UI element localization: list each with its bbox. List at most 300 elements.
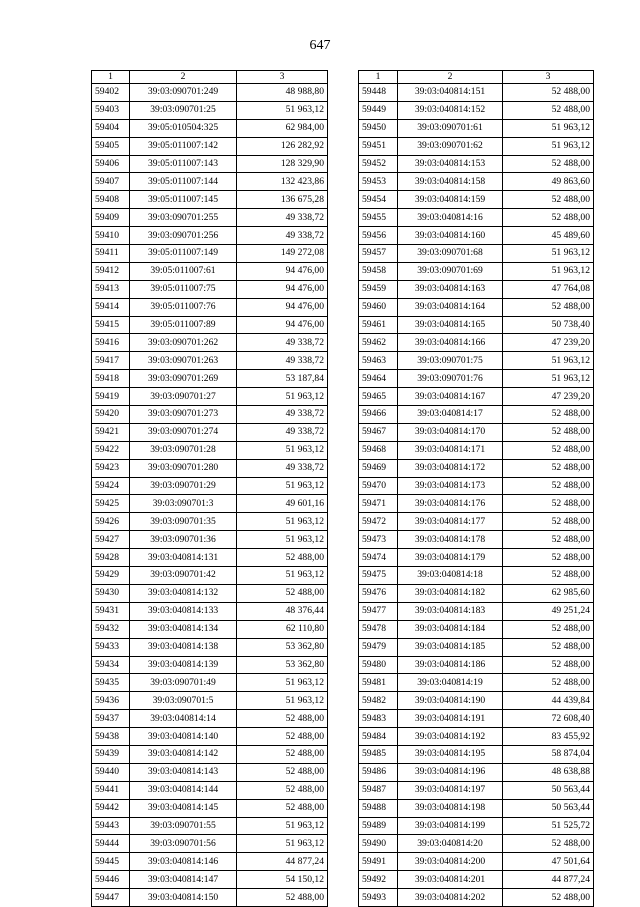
row-number-cell: 59427	[92, 531, 130, 549]
table-row	[92, 674, 328, 692]
table-row	[92, 388, 328, 406]
value-cell: 54 150,12	[237, 871, 328, 889]
table-row	[359, 137, 594, 155]
value-cell: 51 963,12	[237, 531, 328, 549]
cadastral-number-cell: 39:03:090701:5	[130, 692, 237, 710]
table-row	[359, 459, 594, 477]
table-row	[92, 262, 328, 280]
cadastral-number-cell: 39:03:040814:18	[398, 567, 503, 585]
table-row	[359, 620, 594, 638]
value-cell: 52 488,00	[503, 423, 594, 441]
row-number-cell: 59435	[92, 674, 130, 692]
cadastral-number-cell: 39:05:011007:149	[130, 245, 237, 263]
table-row	[359, 584, 594, 602]
cadastral-number-cell: 39:03:090701:249	[130, 84, 237, 102]
value-cell: 136 675,28	[237, 191, 328, 209]
value-cell: 51 963,12	[237, 674, 328, 692]
cadastral-number-cell: 39:03:090701:269	[130, 370, 237, 388]
value-cell: 52 488,00	[503, 101, 594, 119]
table-row	[359, 799, 594, 817]
column-header: 2	[130, 71, 237, 84]
table-row	[92, 620, 328, 638]
cadastral-number-cell: 39:05:010504:325	[130, 119, 237, 137]
cadastral-number-cell: 39:03:090701:61	[398, 119, 503, 137]
cadastral-number-cell: 39:03:040814:138	[130, 638, 237, 656]
value-cell: 47 764,08	[503, 280, 594, 298]
value-cell: 49 338,72	[237, 423, 328, 441]
cadastral-number-cell: 39:03:040814:151	[398, 84, 503, 102]
row-number-cell: 59455	[359, 209, 398, 227]
table-row	[92, 423, 328, 441]
table-row	[359, 781, 594, 799]
value-cell: 51 963,12	[503, 137, 594, 155]
row-number-cell: 59439	[92, 745, 130, 763]
value-cell: 149 272,08	[237, 245, 328, 263]
cadastral-number-cell: 39:03:040814:139	[130, 656, 237, 674]
row-number-cell: 59413	[92, 280, 130, 298]
row-number-cell: 59422	[92, 441, 130, 459]
value-cell: 52 488,00	[503, 84, 594, 102]
value-cell: 51 963,12	[503, 119, 594, 137]
cadastral-number-cell: 39:03:090701:256	[130, 227, 237, 245]
row-number-cell: 59470	[359, 477, 398, 495]
table-row	[92, 584, 328, 602]
row-number-cell: 59457	[359, 245, 398, 263]
value-cell: 53 187,84	[237, 370, 328, 388]
row-number-cell: 59458	[359, 262, 398, 280]
cadastral-number-cell: 39:03:040814:190	[398, 692, 503, 710]
cadastral-number-cell: 39:03:040814:192	[398, 728, 503, 746]
row-number-cell: 59453	[359, 173, 398, 191]
cadastral-number-cell: 39:03:090701:27	[130, 388, 237, 406]
cadastral-number-cell: 39:03:040814:134	[130, 620, 237, 638]
cadastral-number-cell: 39:03:040814:160	[398, 227, 503, 245]
value-cell: 52 488,00	[503, 513, 594, 531]
row-number-cell: 59443	[92, 817, 130, 835]
table-row	[359, 763, 594, 781]
value-cell: 49 338,72	[237, 209, 328, 227]
value-cell: 48 638,88	[503, 763, 594, 781]
table-row	[359, 441, 594, 459]
value-cell: 53 362,80	[237, 656, 328, 674]
cadastral-number-cell: 39:03:040814:173	[398, 477, 503, 495]
row-number-cell: 59411	[92, 245, 130, 263]
row-number-cell: 59476	[359, 584, 398, 602]
row-number-cell: 59428	[92, 549, 130, 567]
value-cell: 51 963,12	[237, 835, 328, 853]
value-cell: 52 488,00	[503, 531, 594, 549]
cadastral-number-cell: 39:03:090701:28	[130, 441, 237, 459]
value-cell: 49 338,72	[237, 406, 328, 424]
table-row	[92, 602, 328, 620]
cadastral-number-cell: 39:03:090701:76	[398, 370, 503, 388]
value-cell: 44 439,84	[503, 692, 594, 710]
table-row	[359, 549, 594, 567]
table-row	[359, 352, 594, 370]
value-cell: 52 488,00	[503, 656, 594, 674]
value-cell: 52 488,00	[503, 620, 594, 638]
value-cell: 62 985,60	[503, 584, 594, 602]
value-cell: 83 455,92	[503, 728, 594, 746]
table-row	[359, 155, 594, 173]
row-number-cell: 59459	[359, 280, 398, 298]
table-row	[359, 817, 594, 835]
cadastral-number-cell: 39:03:090701:62	[398, 137, 503, 155]
column-header: 1	[92, 71, 130, 84]
table-row	[359, 710, 594, 728]
row-number-cell: 59471	[359, 495, 398, 513]
table-row	[359, 370, 594, 388]
cadastral-number-cell: 39:05:011007:89	[130, 316, 237, 334]
table-row	[359, 209, 594, 227]
value-cell: 51 963,12	[237, 441, 328, 459]
cadastral-number-cell: 39:03:040814:158	[398, 173, 503, 191]
table-row	[359, 423, 594, 441]
table-row	[359, 334, 594, 352]
row-number-cell: 59421	[92, 423, 130, 441]
cadastral-number-cell: 39:03:040814:177	[398, 513, 503, 531]
row-number-cell: 59485	[359, 745, 398, 763]
value-cell: 94 476,00	[237, 298, 328, 316]
row-number-cell: 59481	[359, 674, 398, 692]
row-number-cell: 59434	[92, 656, 130, 674]
table-row	[92, 137, 328, 155]
table-row	[92, 280, 328, 298]
table-row	[92, 710, 328, 728]
row-number-cell: 59467	[359, 423, 398, 441]
value-cell: 44 877,24	[237, 853, 328, 871]
cadastral-number-cell: 39:03:040814:165	[398, 316, 503, 334]
value-cell: 52 488,00	[237, 584, 328, 602]
row-number-cell: 59452	[359, 155, 398, 173]
row-number-cell: 59482	[359, 692, 398, 710]
value-cell: 49 338,72	[237, 352, 328, 370]
cadastral-number-cell: 39:03:040814:143	[130, 763, 237, 781]
table-row	[92, 119, 328, 137]
row-number-cell: 59412	[92, 262, 130, 280]
table-row	[359, 728, 594, 746]
value-cell: 52 488,00	[503, 835, 594, 853]
table-row	[92, 799, 328, 817]
table-row	[359, 191, 594, 209]
table-row	[359, 298, 594, 316]
table-header-row	[359, 71, 594, 84]
value-cell: 51 963,12	[503, 352, 594, 370]
cadastral-number-cell: 39:05:011007:142	[130, 137, 237, 155]
cadastral-number-cell: 39:03:040814:201	[398, 871, 503, 889]
cadastral-number-cell: 39:05:011007:76	[130, 298, 237, 316]
cadastral-number-cell: 39:03:090701:3	[130, 495, 237, 513]
table-row	[359, 638, 594, 656]
value-cell: 72 608,40	[503, 710, 594, 728]
value-cell: 47 239,20	[503, 388, 594, 406]
row-number-cell: 59460	[359, 298, 398, 316]
cadastral-number-cell: 39:03:040814:133	[130, 602, 237, 620]
cadastral-number-cell: 39:03:090701:262	[130, 334, 237, 352]
table-row	[92, 406, 328, 424]
table-row	[92, 889, 328, 907]
value-cell: 52 488,00	[237, 745, 328, 763]
table-row	[92, 656, 328, 674]
table-row	[92, 316, 328, 334]
row-number-cell: 59415	[92, 316, 130, 334]
cadastral-number-cell: 39:03:040814:166	[398, 334, 503, 352]
table-row	[359, 835, 594, 853]
cadastral-number-cell: 39:03:040814:172	[398, 459, 503, 477]
row-number-cell: 59491	[359, 853, 398, 871]
cadastral-number-cell: 39:03:090701:274	[130, 423, 237, 441]
cadastral-number-cell: 39:03:040814:152	[398, 101, 503, 119]
cadastral-number-cell: 39:05:011007:145	[130, 191, 237, 209]
value-cell: 50 563,44	[503, 781, 594, 799]
row-number-cell: 59406	[92, 155, 130, 173]
cadastral-number-cell: 39:03:090701:25	[130, 101, 237, 119]
cadastral-number-cell: 39:03:040814:170	[398, 423, 503, 441]
row-number-cell: 59456	[359, 227, 398, 245]
cadastral-number-cell: 39:03:040814:176	[398, 495, 503, 513]
value-cell: 52 488,00	[237, 728, 328, 746]
cadastral-number-cell: 39:03:040814:184	[398, 620, 503, 638]
value-cell: 51 963,12	[503, 370, 594, 388]
value-cell: 49 863,60	[503, 173, 594, 191]
row-number-cell: 59437	[92, 710, 130, 728]
table-row	[359, 477, 594, 495]
value-cell: 44 877,24	[503, 871, 594, 889]
row-number-cell: 59445	[92, 853, 130, 871]
table-row	[359, 656, 594, 674]
value-cell: 48 988,80	[237, 84, 328, 102]
value-cell: 62 984,00	[237, 119, 328, 137]
table-row	[92, 817, 328, 835]
page-number: 647	[309, 38, 331, 53]
row-number-cell: 59420	[92, 406, 130, 424]
row-number-cell: 59473	[359, 531, 398, 549]
table-row	[92, 441, 328, 459]
row-number-cell: 59492	[359, 871, 398, 889]
value-cell: 52 488,00	[503, 567, 594, 585]
table-row	[92, 245, 328, 263]
value-cell: 52 488,00	[237, 710, 328, 728]
table-row	[359, 119, 594, 137]
row-number-cell: 59440	[92, 763, 130, 781]
row-number-cell: 59430	[92, 584, 130, 602]
table-row	[359, 871, 594, 889]
column-header: 3	[503, 71, 594, 84]
row-number-cell: 59416	[92, 334, 130, 352]
row-number-cell: 59475	[359, 567, 398, 585]
row-number-cell: 59489	[359, 817, 398, 835]
right-table	[358, 70, 594, 907]
value-cell: 94 476,00	[237, 262, 328, 280]
row-number-cell: 59477	[359, 602, 398, 620]
value-cell: 52 488,00	[503, 495, 594, 513]
row-number-cell: 59446	[92, 871, 130, 889]
row-number-cell: 59472	[359, 513, 398, 531]
row-number-cell: 59454	[359, 191, 398, 209]
table-row	[92, 155, 328, 173]
row-number-cell: 59419	[92, 388, 130, 406]
value-cell: 51 963,12	[503, 262, 594, 280]
value-cell: 52 488,00	[503, 477, 594, 495]
value-cell: 52 488,00	[503, 638, 594, 656]
cadastral-number-cell: 39:03:040814:178	[398, 531, 503, 549]
cadastral-number-cell: 39:03:040814:16	[398, 209, 503, 227]
table-row	[359, 745, 594, 763]
table-row	[92, 853, 328, 871]
row-number-cell: 59488	[359, 799, 398, 817]
row-number-cell: 59449	[359, 101, 398, 119]
value-cell: 52 488,00	[237, 799, 328, 817]
cadastral-number-cell: 39:03:090701:56	[130, 835, 237, 853]
value-cell: 48 376,44	[237, 602, 328, 620]
table-row	[92, 209, 328, 227]
row-number-cell: 59493	[359, 889, 398, 907]
cadastral-number-cell: 39:03:040814:200	[398, 853, 503, 871]
cadastral-number-cell: 39:03:090701:55	[130, 817, 237, 835]
row-number-cell: 59486	[359, 763, 398, 781]
table-row	[92, 101, 328, 119]
column-header: 1	[359, 71, 398, 84]
table-row	[359, 316, 594, 334]
cadastral-number-cell: 39:03:040814:195	[398, 745, 503, 763]
value-cell: 62 110,80	[237, 620, 328, 638]
cadastral-number-cell: 39:05:011007:143	[130, 155, 237, 173]
cadastral-number-cell: 39:03:040814:19	[398, 674, 503, 692]
cadastral-number-cell: 39:03:040814:167	[398, 388, 503, 406]
value-cell: 51 963,12	[237, 513, 328, 531]
cadastral-number-cell: 39:03:090701:263	[130, 352, 237, 370]
row-number-cell: 59431	[92, 602, 130, 620]
table-row	[92, 173, 328, 191]
value-cell: 45 489,60	[503, 227, 594, 245]
cadastral-number-cell: 39:03:040814:164	[398, 298, 503, 316]
table-row	[359, 602, 594, 620]
cadastral-number-cell: 39:03:090701:49	[130, 674, 237, 692]
table-row	[92, 567, 328, 585]
cadastral-number-cell: 39:03:090701:35	[130, 513, 237, 531]
cadastral-number-cell: 39:03:040814:140	[130, 728, 237, 746]
row-number-cell: 59447	[92, 889, 130, 907]
row-number-cell: 59402	[92, 84, 130, 102]
row-number-cell: 59448	[359, 84, 398, 102]
cadastral-number-cell: 39:03:040814:171	[398, 441, 503, 459]
table-row	[359, 406, 594, 424]
row-number-cell: 59417	[92, 352, 130, 370]
cadastral-number-cell: 39:05:011007:61	[130, 262, 237, 280]
cadastral-number-cell: 39:03:040814:14	[130, 710, 237, 728]
row-number-cell: 59429	[92, 567, 130, 585]
value-cell: 52 488,00	[237, 781, 328, 799]
row-number-cell: 59490	[359, 835, 398, 853]
row-number-cell: 59466	[359, 406, 398, 424]
value-cell: 53 362,80	[237, 638, 328, 656]
row-number-cell: 59407	[92, 173, 130, 191]
row-number-cell: 59424	[92, 477, 130, 495]
table-row	[92, 298, 328, 316]
row-number-cell: 59469	[359, 459, 398, 477]
row-number-cell: 59450	[359, 119, 398, 137]
cadastral-number-cell: 39:03:040814:20	[398, 835, 503, 853]
row-number-cell: 59423	[92, 459, 130, 477]
cadastral-number-cell: 39:03:090701:273	[130, 406, 237, 424]
value-cell: 49 251,24	[503, 602, 594, 620]
column-header: 3	[237, 71, 328, 84]
cadastral-number-cell: 39:03:040814:146	[130, 853, 237, 871]
table-row	[92, 477, 328, 495]
value-cell: 49 338,72	[237, 334, 328, 352]
row-number-cell: 59404	[92, 119, 130, 137]
value-cell: 52 488,00	[503, 298, 594, 316]
cadastral-number-cell: 39:05:011007:144	[130, 173, 237, 191]
value-cell: 51 963,12	[237, 817, 328, 835]
value-cell: 51 963,12	[237, 101, 328, 119]
row-number-cell: 59425	[92, 495, 130, 513]
table-row	[359, 245, 594, 263]
value-cell: 52 488,00	[237, 549, 328, 567]
table-row	[92, 781, 328, 799]
value-cell: 52 488,00	[503, 459, 594, 477]
row-number-cell: 59410	[92, 227, 130, 245]
cadastral-number-cell: 39:03:040814:185	[398, 638, 503, 656]
row-number-cell: 59451	[359, 137, 398, 155]
cadastral-number-cell: 39:05:011007:75	[130, 280, 237, 298]
table-row	[92, 549, 328, 567]
value-cell: 94 476,00	[237, 316, 328, 334]
table-header-row	[92, 71, 328, 84]
cadastral-number-cell: 39:03:040814:163	[398, 280, 503, 298]
cadastral-number-cell: 39:03:040814:199	[398, 817, 503, 835]
cadastral-number-cell: 39:03:090701:69	[398, 262, 503, 280]
row-number-cell: 59441	[92, 781, 130, 799]
table-row	[92, 495, 328, 513]
cadastral-number-cell: 39:03:040814:198	[398, 799, 503, 817]
table-row	[359, 889, 594, 907]
row-number-cell: 59487	[359, 781, 398, 799]
value-cell: 52 488,00	[503, 155, 594, 173]
row-number-cell: 59405	[92, 137, 130, 155]
row-number-cell: 59426	[92, 513, 130, 531]
value-cell: 51 963,12	[237, 692, 328, 710]
value-cell: 52 488,00	[503, 441, 594, 459]
row-number-cell: 59418	[92, 370, 130, 388]
cadastral-number-cell: 39:03:040814:142	[130, 745, 237, 763]
row-number-cell: 59474	[359, 549, 398, 567]
cadastral-number-cell: 39:03:040814:153	[398, 155, 503, 173]
row-number-cell: 59461	[359, 316, 398, 334]
table-row	[92, 531, 328, 549]
row-number-cell: 59433	[92, 638, 130, 656]
row-number-cell: 59484	[359, 728, 398, 746]
row-number-cell: 59432	[92, 620, 130, 638]
table-row	[359, 674, 594, 692]
value-cell: 52 488,00	[503, 674, 594, 692]
table-row	[92, 334, 328, 352]
row-number-cell: 59403	[92, 101, 130, 119]
value-cell: 47 501,64	[503, 853, 594, 871]
value-cell: 49 338,72	[237, 459, 328, 477]
table-row	[359, 227, 594, 245]
row-number-cell: 59465	[359, 388, 398, 406]
row-number-cell: 59436	[92, 692, 130, 710]
table-row	[359, 531, 594, 549]
value-cell: 52 488,00	[503, 406, 594, 424]
cadastral-number-cell: 39:03:040814:179	[398, 549, 503, 567]
row-number-cell: 59483	[359, 710, 398, 728]
cadastral-number-cell: 39:03:040814:182	[398, 584, 503, 602]
row-number-cell: 59480	[359, 656, 398, 674]
cadastral-number-cell: 39:03:040814:17	[398, 406, 503, 424]
table-row	[92, 191, 328, 209]
